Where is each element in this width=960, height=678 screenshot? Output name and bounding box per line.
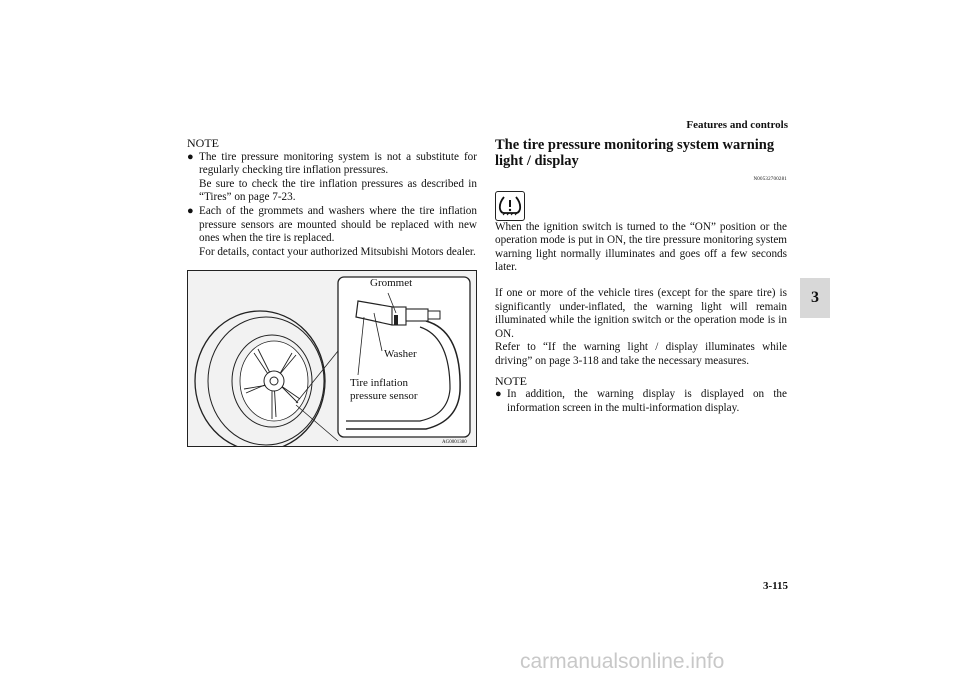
- paragraph: Refer to “If the warning light / display illuminates while driving” on page 3-118 and take the necessary measures.: [495, 341, 787, 367]
- paragraph: If one or more of the vehicle tires (except for the spare tire) is significantly under-inflated, the warning light will remain illuminated while the ignition switch or the operation mode is in ON.: [495, 286, 787, 340]
- note-text: In addition, the warning display is displayed on the information screen in the multi-information display.: [507, 388, 787, 414]
- sensor-label-line2: pressure sensor: [350, 390, 418, 402]
- note-text: Each of the grommets and washers where the tire inflation pressure sensors are mounted should be replaced with new ones when the tire is replaced.: [199, 204, 477, 245]
- figure-code: AG0001380: [442, 440, 467, 445]
- right-column: [495, 137, 787, 415]
- note-label: NOTE: [187, 136, 219, 150]
- washer-label: Washer: [384, 348, 417, 360]
- paragraph: When the ignition switch is turned to the “ON” position or the operation mode is put in ON, the tire pressure monitoring system warning light normally illuminates and goes off a few seconds later.: [495, 220, 787, 274]
- chapter-tab: [800, 278, 830, 318]
- sensor-label-line1: Tire inflation: [350, 377, 408, 389]
- note-text: For details, contact your authorized Mitsubishi Motors dealer.: [199, 245, 476, 258]
- bullet-dot-icon: ●: [187, 204, 194, 217]
- note-bullet: [495, 388, 787, 415]
- note-label: NOTE: [495, 373, 527, 388]
- bullet-dot-icon: ●: [495, 388, 502, 401]
- left-column: [187, 137, 477, 259]
- section-title: The tire pressure monitoring system warning light / display: [495, 137, 775, 169]
- chapter-tab-label: 3: [811, 289, 819, 306]
- page-number: 3-115: [762, 580, 788, 592]
- section-header: Features and controls: [686, 119, 788, 131]
- watermark: carmanualsonline.info: [520, 650, 725, 673]
- tire-pressure-warning-icon: [495, 191, 525, 221]
- note-text: The tire pressure monitoring system is not a substitute for regularly checking tire inflation pressures.: [199, 150, 477, 177]
- grommet-label: Grommet: [370, 277, 413, 289]
- note-text: Be sure to check the tire inflation pressures as described in “Tires” on page 7-23.: [199, 177, 477, 204]
- doc-code: N00532700281: [753, 177, 787, 182]
- tire-illustration: [188, 271, 476, 446]
- note-bullet: [187, 205, 477, 259]
- note-bullet: [187, 151, 477, 205]
- bullet-dot-icon: ●: [187, 150, 194, 163]
- tire-sensor-figure: [187, 270, 477, 447]
